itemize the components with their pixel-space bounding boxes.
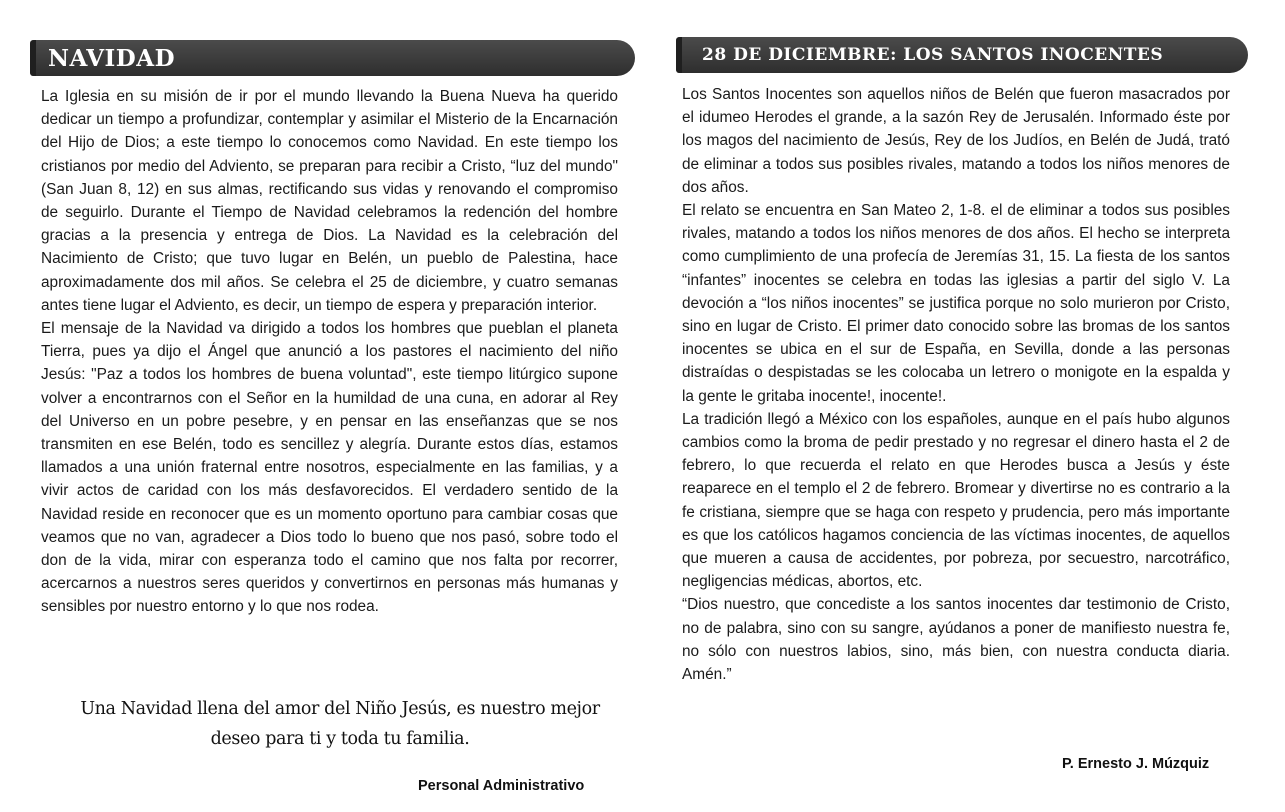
santos-inocentes-title: 28 DE DICIEMBRE: LOS SANTOS INOCENTES — [702, 45, 1164, 65]
navidad-paragraph-1: La Iglesia en su misión de ir por el mundo llevando la Buena Nueva ha querido dedicar un tiempo a profundizar, contemplar y asimilar el Misterio de la Encarnación del Hijo de Dios; a este tiempo lo conocemos como Navidad. En este tiempo los cristianos por medio del Adviento, se preparan para recibir a Cristo, “luz del mundo" (San Juan 8, 12) en sus almas, rectificando sus vidas y renovando el compromiso de seguirlo. Durante el Tiempo de Navidad celebramos la redención del hombre gracias a la presencia y entrega de Dios. La Navidad es la celebración del Nacimiento de Cristo; que tuvo lugar en Belén, un pueblo de Palestina, hace aproximadamente dos mil años. Se celebra el 25 de diciembre, y cuatro semanas antes tiene lugar el Adviento, es decir, un tiempo de espera y preparación interior. — [41, 88, 618, 314]
santos-inocentes-header-banner — [676, 37, 1248, 73]
navidad-title: NAVIDAD — [48, 44, 176, 72]
priest-signature: P. Ernesto J. Múzquiz — [1062, 756, 1210, 772]
santos-inocentes-paragraph-1: Los Santos Inocentes son aquellos niños de Belén que fueron masacrados por el idumeo Herodes el grande, a la sazón Rey de Jerusalén. Informado éste por los magos del nacimiento de Jesús, Rey de los Judíos, en Belén de Judá, trató de eliminar a todos sus posibles rivales, matando a todos los niños menores de dos años. — [682, 86, 1230, 196]
christmas-greeting — [40, 694, 640, 754]
santos-inocentes-prayer: “Dios nuestro, que concediste a los santos inocentes dar testimonio de Cristo, no de palabra, sino con su sangre, ayúdanos a poner de manifiesto nuestra fe, no sólo con nuestros labios, sino, más bien, con nuestra conducta diaria. Amén.” — [682, 596, 1230, 684]
christmas-greeting-line-1: Una Navidad llena del amor del Niño Jesús, es nuestro mejor — [80, 699, 600, 719]
administrative-staff-signature: Personal Administrativo — [418, 778, 585, 794]
navidad-header-banner — [30, 40, 635, 76]
santos-inocentes-paragraph-2: El relato se encuentra en San Mateo 2, 1-8. el de eliminar a todos sus posibles rivales, matando a todos los niños menores de dos años. El hecho se interpreta como cumplimiento de una profecía de Jeremías 31, 15. La fiesta de los santos “infantes” inocentes se celebra en todas las iglesias a partir del siglo V. La devoción a “los niños inocentes” se justifica porque no solo murieron por Cristo, sino en lugar de Cristo. El primer dato conocido sobre las bromas de los santos inocentes se ubica en el sur de España, en Sevilla, donde a las personas distraídas o despistadas se les colocaba un letrero o monigote en la espalda y la gente le gritaba inocente!, inocente!. — [682, 202, 1230, 405]
christmas-greeting-line-2: deseo para ti y toda tu familia. — [210, 729, 470, 749]
navidad-article — [41, 85, 618, 619]
santos-inocentes-paragraph-3: La tradición llegó a México con los españoles, aunque en el país hubo algunos cambios como la broma de pedir prestado y no regresar el dinero hasta el 2 de febrero, lo que recuerda el relato en que Herodes busca a Jesús y éste reaparece en el templo el 2 de febrero. Bromear y divertirse no es contrario a la fe cristiana, siempre que se haga con respeto y prudencia, pero más importante es que los católicos hagamos conciencia de las víctimas inocentes, de aquellos que mueren a causa de accidentes, por pobreza, por secuestro, narcotráfico, negligencias médicas, abortos, etc. — [682, 410, 1230, 591]
navidad-paragraph-2: El mensaje de la Navidad va dirigido a todos los hombres que pueblan el planeta Tierra, pues ya dijo el Ángel que anunció a los pastores el nacimiento del niño Jesús: "Paz a todos los hombres de buena voluntad", este tiempo litúrgico supone volver a encontrarnos con el Señor en la humildad de una cuna, en adorar al Rey del Universo en un pobre pesebre, y en pensar en las enseñanzas que se nos transmiten en ese Belén, todo es sencillez y alegría. Durante estos días, estamos llamados a una unión fraternal entre nosotros, especialmente en las familias, y a vivir actos de caridad con los más desfavorecidos. El verdadero sentido de la Navidad reside en reconocer que es un momento oportuno para cambiar cosas que veamos que no van, agradecer a Dios todo lo bueno que nos pasó, sobre todo el don de la vida, mirar con esperanza todo el camino que nos falta por recorrer, acercarnos a nuestros seres queridos y convertirnos en personas más humanas y sensibles por nuestro entorno y lo que nos rodea. — [41, 320, 618, 616]
santos-inocentes-article — [682, 83, 1230, 686]
